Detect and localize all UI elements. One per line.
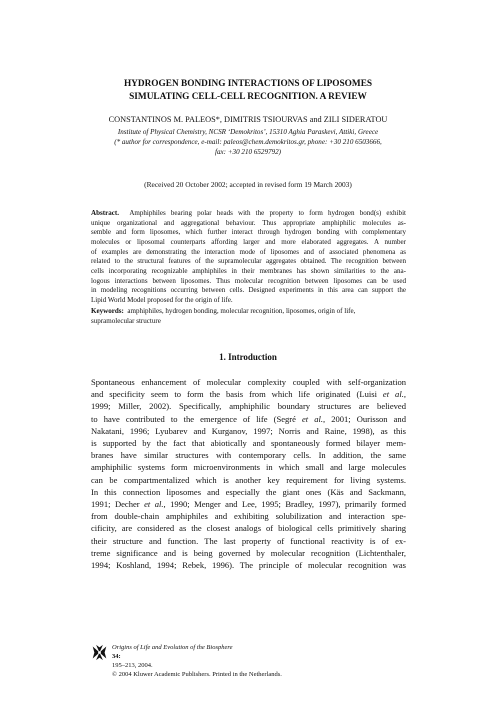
abstract bbox=[91, 209, 406, 306]
abstract-line: of examples are demonstrating the interaction mode of liposomes and of associated phenomena as bbox=[91, 247, 406, 256]
body-text bbox=[91, 376, 406, 571]
correspondence-line: (* author for correspondence, e-mail: paleos@chem.demokritos.gr, phone: +30 210 6503666, bbox=[114, 138, 382, 147]
section-heading: 1. Introduction bbox=[219, 352, 277, 362]
abstract-line: unique organizational and aggregational behaviour. Thus appropriate amphiphilic molecules as- bbox=[91, 218, 406, 227]
abstract-line bbox=[91, 209, 406, 219]
body-line: to have contributed to the emergence of life (Segré et al., 2001; Ourisson and bbox=[91, 413, 406, 424]
keywords bbox=[91, 307, 406, 326]
body-line: In this connection liposomes and especially the giant ones (Käs and Sackmann, bbox=[91, 486, 406, 497]
journal-volume: 34: bbox=[112, 653, 121, 660]
copyright-line: © 2004 Kluwer Academic Publishers. Printed in the Netherlands. bbox=[112, 671, 282, 678]
body-line: 1999; Miller, 2002). Specifically, amphiphilic boundary structures are believed bbox=[91, 401, 406, 412]
et-al-text: et al. bbox=[144, 499, 164, 510]
abstract-label: Abstract. bbox=[91, 209, 119, 217]
title-line: SIMULATING CELL-CELL RECOGNITION. A REVIEW bbox=[129, 91, 367, 102]
title-line: HYDROGEN BONDING INTERACTIONS OF LIPOSOMES bbox=[123, 79, 373, 89]
keywords-text: amphiphiles, hydrogen bonding, molecular recognition, liposomes, origin of life, bbox=[127, 307, 356, 315]
et-al-text: et al. bbox=[301, 413, 323, 424]
abstract-line: logous interactions between liposomes. Thus molecular recognition between liposomes can be used bbox=[91, 276, 406, 285]
paper-title bbox=[60, 78, 436, 103]
abstract-text: Amphiphiles bearing polar heads with the property to form hydrogen bond(s) exhibit bbox=[129, 209, 406, 217]
abstract-line: molecules or liposomal counterparts affording larger and more elaborated aggregates. A number bbox=[91, 237, 406, 246]
body-line: and specificity seem to form the basis from which life originated (Luisi et al., bbox=[91, 389, 406, 400]
keywords-line: supramolecular structure bbox=[91, 316, 161, 325]
abstract-line: cells incorporating recognizable amphiphiles in their membranes has shown similarities to the ana- bbox=[91, 266, 406, 275]
body-line: 1994; Koshland, 1994; Rebek, 1996). The principle of molecular recognition was bbox=[91, 560, 406, 571]
abstract-line: Lipid World Model proposed for the origin of life. bbox=[91, 295, 233, 304]
fax-line: fax: +30 210 6529792) bbox=[214, 148, 282, 157]
body-line: Nakatani, 1996; Lyubarev and Kurganov, 1997; Norris and Raine, 1998), as this bbox=[91, 425, 406, 436]
body-line: is supported by the fact that abiotically and spontaneously formed bilayer mem- bbox=[91, 438, 406, 449]
affiliation-line: Institute of Physical Chemistry, NCSR ‘Demokritos’, 15310 Aghia Paraskevi, Attiki, Greece bbox=[117, 128, 379, 136]
et-al-text: et al. bbox=[382, 389, 404, 400]
journal-citation bbox=[112, 643, 412, 670]
author-list: CONSTANTINOS M. PALEOS*, DIMITRIS TSIOURVAS and ZILI SIDERATOU bbox=[108, 115, 388, 124]
affiliation bbox=[60, 127, 436, 157]
body-line: can be compartmentalized which is another key requirement for living systems. bbox=[91, 474, 406, 485]
abstract-line: in modeling recognitions occurring between cells. Designed experiments in this area can support the bbox=[91, 286, 406, 295]
abstract-line: related to the structural features of the supramolecular aggregates obtained. The recognition between bbox=[91, 257, 406, 266]
keywords-label: Keywords: bbox=[91, 307, 124, 315]
body-line: amphiphilic systems form microenvironments in which small and large molecules bbox=[91, 462, 406, 473]
received-dates: (Received 20 October 2002; accepted in revised form 19 March 2003) bbox=[144, 180, 352, 189]
abstract-line: semble and form liposomes, which further interact through hydrogen bonding with complementary bbox=[91, 228, 406, 237]
journal-name: Origins of Life and Evolution of the Biosphere bbox=[112, 644, 233, 651]
body-line: branes have similar structures with contemporary cells. In addition, the same bbox=[91, 450, 406, 461]
body-line: from double-chain amphiphiles and exhibiting solubilization and interaction spe- bbox=[91, 511, 406, 522]
body-line: their structure and function. The last property of functional reactivity is of ex- bbox=[91, 535, 406, 546]
journal-pages: 195–213, 2004. bbox=[112, 662, 153, 669]
journal-footer bbox=[112, 643, 412, 679]
body-line: treme significance and is being governed by molecular recognition (Lichtenthaler, bbox=[91, 547, 406, 558]
keywords-line bbox=[91, 307, 406, 317]
body-line: Spontaneous enhancement of molecular complexity coupled with self-organization bbox=[91, 377, 406, 387]
body-line: 1991; Decher et al., 1990; Menger and Lee, 1995; Bradley, 1997), primarily formed bbox=[91, 499, 406, 510]
body-line: cificity, are considered as the closest analogs of biological cells primitively sharing bbox=[91, 523, 406, 534]
publisher-logo-icon bbox=[91, 644, 108, 661]
